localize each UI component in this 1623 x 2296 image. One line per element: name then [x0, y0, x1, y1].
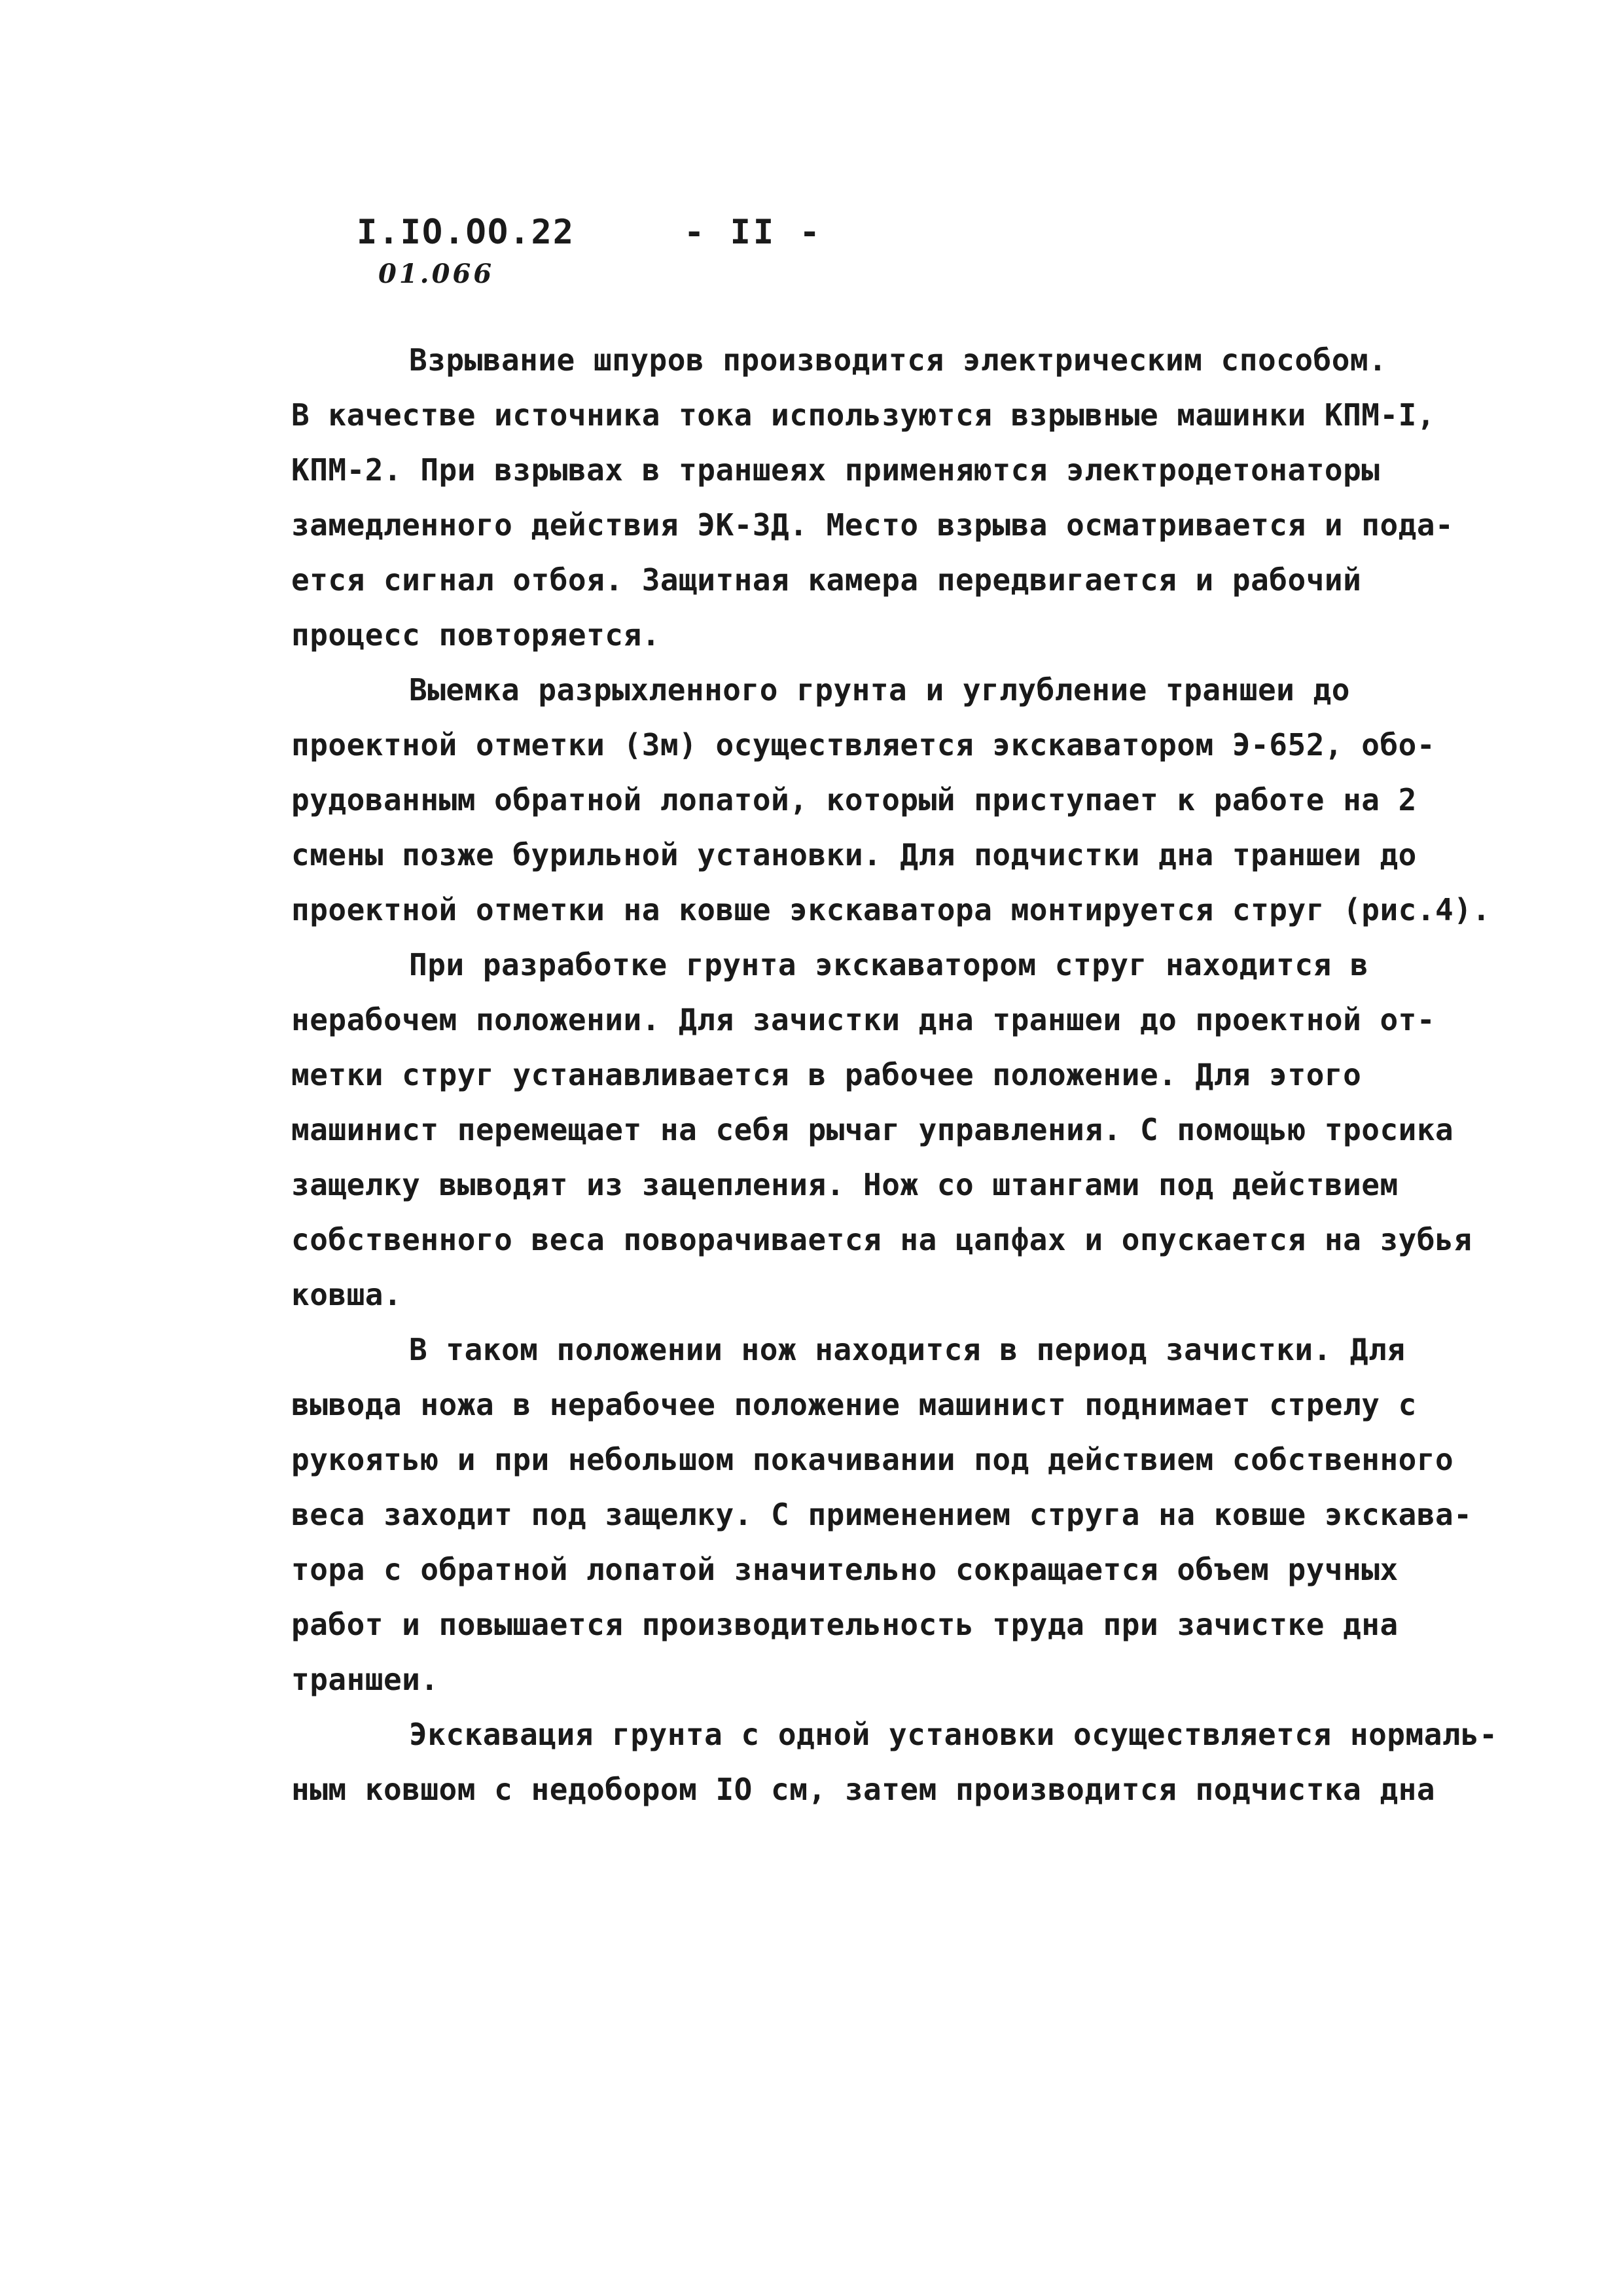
text-line: метки струг устанавливается в рабочее положение. Для этого [291, 1057, 1362, 1092]
text-line: рудованным обратной лопатой, который приступает к работе на 2 [291, 782, 1417, 817]
text-line: вывода ножа в нерабочее положение машинист поднимает стрелу с [291, 1387, 1417, 1422]
text-line: защелку выводят из зацепления. Нож со штангами под действием [291, 1167, 1399, 1202]
page-number: - II - [684, 213, 823, 252]
text-line: Выемка разрыхленного грунта и углубление траншеи до [409, 672, 1350, 708]
text-line: В качестве источника тока используются взрывные машинки КПМ-I, [291, 397, 1436, 433]
text-line: замедленного действия ЭК-ЗД. Место взрыва осматривается и пода- [291, 507, 1454, 543]
text-line: тора с обратной лопатой значительно сокращается объем ручных [291, 1552, 1399, 1587]
document-code: I.IO.OO.22 [357, 213, 575, 252]
text-line: КПМ-2. При взрывах в траншеях применяются электродетонаторы [291, 452, 1380, 488]
text-line: проектной отметки (Зм) осуществляется экскаватором Э-652, обо- [291, 727, 1436, 762]
text-line: работ и повышается производительность труда при зачистке дна [291, 1607, 1399, 1642]
text-line: процесс повторяется. [291, 617, 660, 653]
text-line: ется сигнал отбоя. Защитная камера передвигается и рабочий [291, 562, 1362, 598]
text-line: траншеи. [291, 1662, 439, 1697]
handwritten-code: 01.066 [378, 259, 495, 289]
text-line: собственного веса поворачивается на цапфах и опускается на зубья [291, 1222, 1472, 1257]
text-line: ным ковшом с недобором IO см, затем производится подчистка дна [291, 1772, 1436, 1807]
body-text [291, 332, 1498, 1817]
text-line: Взрывание шпуров производится электрическим способом. [409, 342, 1387, 378]
text-line: машинист перемещает на себя рычаг управления. С помощью тросика [291, 1112, 1454, 1147]
text-line: При разработке грунта экскаватором струг находится в [409, 947, 1369, 982]
text-line: ковша. [291, 1277, 402, 1312]
text-line: проектной отметки на ковше экскаватора монтируется струг (рис.4). [291, 892, 1491, 927]
text-line: рукоятью и при небольшом покачивании под действием собственного [291, 1442, 1454, 1477]
text-line: Экскавация грунта с одной установки осуществляется нормаль- [409, 1717, 1498, 1752]
text-line: веса заходит под защелку. С применением струга на ковше экскава- [291, 1497, 1472, 1532]
text-line: смены позже бурильной установки. Для подчистки дна траншеи до [291, 837, 1417, 872]
text-line: нерабочем положении. Для зачистки дна траншеи до проектной от- [291, 1002, 1436, 1037]
text-line: В таком положении нож находится в период зачистки. Для [409, 1332, 1406, 1367]
